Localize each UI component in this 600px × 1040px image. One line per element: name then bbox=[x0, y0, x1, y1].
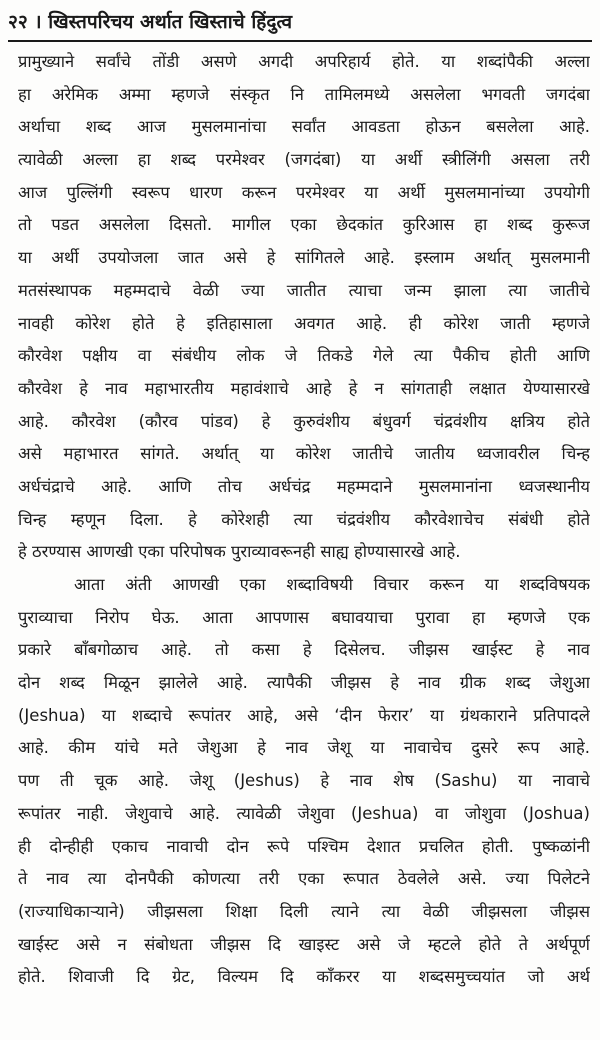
page-header: २२ । खिस्तपरिचय अर्थात खिस्ताचे हिंदुत्व bbox=[8, 11, 293, 33]
header-rule bbox=[8, 40, 592, 42]
text-line: तो पडत असलेला दिसतो. मागील एका छेदकांत कुरिआस हा शब्द कुरूज bbox=[18, 215, 590, 235]
text-line: होते. शिवाजी दि ग्रेट, विल्यम दि काँकरर या शब्दसमुच्चयांत जो अर्थ bbox=[18, 967, 590, 987]
text-line: दोन शब्द मिळून झालेले आहे. त्यापैकी जीझस हे नाव ग्रीक शब्द जेशुआ bbox=[18, 673, 590, 693]
text-line: अर्धचंद्राचे आहे. आणि तोच अर्धचंद्र महम्मदाने मुसलमानांना ध्वजस्थानीय bbox=[18, 476, 590, 496]
text-line: आहे. कीम यांचे मते जेशुआ हे नाव जेशू या नावाचेच दुसरे रूप आहे. bbox=[18, 738, 590, 758]
text-line: कौरवेश हे नाव महाभारतीय महावंशाचे आहे हे न सांगताही लक्षात येण्यासारखे bbox=[18, 378, 590, 398]
text-line: आज पुल्लिंगी स्वरूप धारण करून परमेश्वर या अर्थी मुसलमानांच्या उपयोगी bbox=[18, 182, 590, 202]
text-line: पुराव्याचा निरोप घेऊ. आता आपणास बघावयाचा पुरावा हा म्हणजे एक bbox=[18, 607, 590, 627]
text-line: प्रामुख्याने सर्वांचे तोंडी असणे अगदी अपरिहार्य होते. या शब्दांपैकी अल्ला bbox=[18, 52, 590, 71]
text-line: हे ठरण्यास आणखी एका परिपोषक पुराव्यावरूनही साह्य होण्यासारखे आहे. bbox=[18, 542, 461, 562]
text-line: असे महाभारत सांगते. अर्थात् या कोरेश जातीचे जातीय ध्वजावरील चिन्ह bbox=[18, 444, 590, 464]
text-line: त्यावेळी अल्ला हा शब्द परमेश्वर (जगदंबा) या अर्थी स्त्रीलिंगी असला तरी bbox=[18, 150, 590, 170]
text-line: नावही कोरेश होते हे इतिहासाला अवगत आहे. ही कोरेश जाती म्हणजे bbox=[18, 313, 590, 333]
text-line: आहे. कौरवेश (कौरव पांडव) हे कुरुवंशीय बंधुवर्ग चंद्रवंशीय क्षत्रिय होते bbox=[18, 411, 590, 431]
page-body bbox=[18, 46, 590, 994]
text-line: चिन्ह म्हणून दिला. हे कोरेशही त्या चंद्रवंशीय कौरवेशाचेच संबंधी होते bbox=[18, 509, 590, 529]
text-line: हा अरेमिक अम्मा म्हणजे संस्कृत नि तामिलमध्ये असलेला भगवती जगदंबा bbox=[18, 84, 590, 104]
text-line: ही दोन्हीही एकाच नावाची दोन रूपे पश्चिम देशात प्रचलित होती. पुष्कळांनी bbox=[18, 836, 590, 856]
text-line: आता अंती आणखी एका शब्दाविषयी विचार करून या शब्दविषयक bbox=[74, 575, 590, 594]
text-line: रूपांतर नाही. जेशुवाचे आहे. त्यावेळी जेशुवा (Jeshua) वा जोशुवा (Joshua) bbox=[18, 803, 590, 823]
text-line: (राज्याधिकाऱ्याने) जीझसला शिक्षा दिली त्याने त्या वेळी जीझसला जीझस bbox=[18, 901, 590, 921]
text-line: या अर्थी उपयोजला जात असे हे सांगितले आहे. इस्लाम अर्थात् मुसलमानी bbox=[18, 248, 590, 268]
text-line: अर्थाचा शब्द आज मुसलमानांचा सर्वांत आवडता होऊन बसलेला आहे. bbox=[18, 117, 590, 137]
text-line: (Jeshua) या शब्दाचे रूपांतर आहे, असे ‘दीन फेरार’ या ग्रंथकाराने प्रतिपादले bbox=[18, 705, 590, 725]
text-line: खाईस्ट असे न संबोधता जीझस दि खाइस्ट असे जे म्हटले होते ते अर्थपूर्ण bbox=[18, 934, 590, 954]
text-line: पण ती चूक आहे. जेशू (Jeshus) हे नाव शेष (Sashu) या नावाचे bbox=[18, 771, 590, 791]
text-line: कौरवेश पक्षीय वा संबंधीय लोक जे तिकडे गेले त्या पैकीच होती आणि bbox=[18, 346, 590, 366]
text-line: मतसंस्थापक महम्मदाचे वेळी ज्या जातीत त्याचा जन्म झाला त्या जातीचे bbox=[18, 280, 590, 300]
text-line: ते नाव त्या दोनपैकी कोणत्या तरी एका रूपात ठेवलेले असे. ज्या पिलेटने bbox=[18, 869, 590, 889]
text-line: प्रकारे बाँबगोळाच आहे. तो कसा हे दिसेलच. जीझस खाईस्ट हे नाव bbox=[18, 640, 590, 660]
